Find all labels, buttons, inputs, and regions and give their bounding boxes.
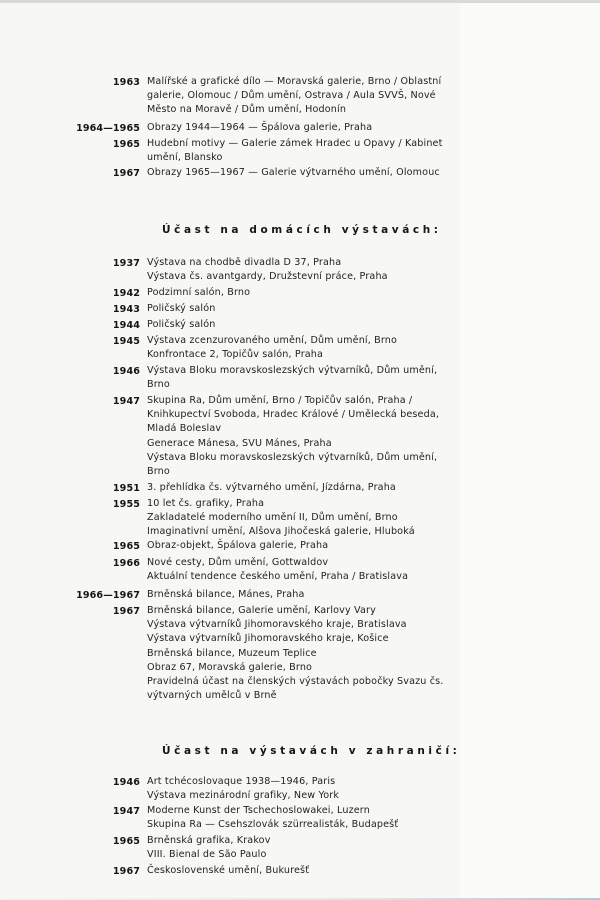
entry-year: 1945 xyxy=(112,336,140,347)
entry-line: Výstava výtvarníků Jihomoravského kraje, Košice xyxy=(147,633,389,645)
entry-line: Obraz-objekt, Špálova galerie, Praha xyxy=(147,540,329,551)
entry-description xyxy=(147,364,467,392)
entry-line: 10 let čs. grafiky, Praha xyxy=(147,498,265,509)
entry-year: 1955 xyxy=(112,499,140,510)
entry-line: Výstava Bloku moravskoslezských výtvarníků, Dům umění, xyxy=(147,365,438,376)
entry-line: Art tchécoslovaque 1938—1946, Paris xyxy=(147,776,336,787)
section-heading: Účast na domácích výstavách: xyxy=(162,224,442,236)
entry-line: Konfrontace 2, Topičův salón, Praha xyxy=(147,349,324,361)
entry-line: Obraz 67, Moravská galerie, Brno xyxy=(147,661,313,673)
entry-line: Mladá Boleslav xyxy=(147,423,222,435)
entry-description xyxy=(147,804,467,832)
entry-line: Generace Mánesa, SVU Mánes, Praha xyxy=(147,437,332,449)
entry-line: galerie, Olomouc / Dům umění, Ostrava / Aula SVVŠ, Nové xyxy=(147,90,436,102)
entry-description xyxy=(147,497,467,540)
entry-description xyxy=(147,137,467,165)
entry-year: 1947 xyxy=(112,396,140,407)
entry-line: Skupina Ra — Csehszlovák szürrealisták, Budapešť xyxy=(147,819,399,831)
entry-line: Skupina Ra, Dům umění, Brno / Topičův salón, Praha / xyxy=(147,395,413,406)
entry-description xyxy=(147,166,467,180)
entry-year: 1966—1967 xyxy=(76,590,140,601)
entry-description xyxy=(147,864,467,878)
entry-line: Knihkupectví Svoboda, Hradec Králové / Umělecká beseda, xyxy=(147,409,440,421)
entry-line: Brněnská bilance, Galerie umění, Karlovy Vary xyxy=(147,605,376,616)
entry-line: Malířské a grafické dílo — Moravská galerie, Brno / Oblastní xyxy=(147,76,442,87)
entry-line: Výstava na chodbě divadla D 37, Praha xyxy=(147,257,342,268)
entry-description xyxy=(147,775,467,803)
entry-line: Výstava čs. avantgardy, Družstevní práce, Praha xyxy=(147,271,388,283)
entry-description xyxy=(147,75,467,118)
entry-line: Nové cesty, Dům umění, Gottwaldov xyxy=(147,557,329,568)
entry-line: výtvarných umělců v Brně xyxy=(147,690,277,702)
entry-line: Poličský salón xyxy=(147,303,216,314)
entry-line: Moderne Kunst der Tschechoslowakei, Luzern xyxy=(147,805,370,816)
entry-line: Brněnská bilance, Mánes, Praha xyxy=(147,589,305,600)
entry-line: Výstava Bloku moravskoslezských výtvarníků, Dům umění, xyxy=(147,451,438,463)
entry-description xyxy=(147,394,467,479)
entry-line: VIII. Bienal de São Paulo xyxy=(147,849,267,861)
entry-description xyxy=(147,302,467,316)
entry-year: 1947 xyxy=(112,806,140,817)
entry-description xyxy=(147,556,467,584)
entry-line: Brněnská bilance, Muzeum Teplice xyxy=(147,647,317,659)
entry-description xyxy=(147,334,467,362)
entry-description xyxy=(147,481,467,495)
entry-line: Imaginativní umění, Alšova Jihočeská galerie, Hluboká xyxy=(147,526,415,538)
entry-year: 1942 xyxy=(112,288,140,299)
entry-line: Zakladatelé moderního umění II, Dům umění, Brno xyxy=(147,512,398,524)
entry-year: 1937 xyxy=(112,258,140,269)
entry-line: Poličský salón xyxy=(147,319,216,330)
entry-year: 1946 xyxy=(112,777,140,788)
entry-description xyxy=(147,604,467,703)
entry-description xyxy=(147,588,467,602)
entry-year: 1946 xyxy=(112,366,140,377)
entry-line: Obrazy 1944—1964 — Špálova galerie, Praha xyxy=(147,122,373,133)
entry-description xyxy=(147,834,467,862)
entry-description xyxy=(147,318,467,332)
entry-line: Město na Moravě / Dům umění, Hodonín xyxy=(147,104,347,116)
entry-line: 3. přehlídka čs. výtvarného umění, Jízdárna, Praha xyxy=(147,482,396,493)
entry-year: 1951 xyxy=(112,483,140,494)
entry-line: Obrazy 1965—1967 — Galerie výtvarného umění, Olomouc xyxy=(147,167,440,178)
entry-line: Pravidelná účast na členských výstavách pobočky Svazu čs. xyxy=(147,676,444,688)
entry-line: Podzimní salón, Brno xyxy=(147,287,251,298)
entry-year: 1944 xyxy=(112,320,140,331)
entry-line: Výstava výtvarníků Jihomoravského kraje, Bratislava xyxy=(147,619,407,631)
entry-line: umění, Blansko xyxy=(147,152,223,164)
entry-year: 1964—1965 xyxy=(76,123,140,134)
entry-description xyxy=(147,286,467,300)
entry-line: Brno xyxy=(147,379,170,391)
entry-line: Výstava zcenzurovaného umění, Dům umění, Brno xyxy=(147,335,398,346)
section-heading: Účast na výstavách v zahraničí: xyxy=(162,745,461,757)
entry-description xyxy=(147,121,467,135)
entry-line: Hudební motivy — Galerie zámek Hradec u Opavy / Kabinet xyxy=(147,138,443,149)
entry-line: Aktuální tendence českého umění, Praha / Bratislava xyxy=(147,571,409,583)
entry-line: Brněnská grafika, Krakov xyxy=(147,835,271,846)
entry-year: 1965 xyxy=(112,836,140,847)
entry-line: Výstava mezinárodní grafiky, New York xyxy=(147,790,340,802)
entry-description xyxy=(147,539,467,553)
entry-year: 1966 xyxy=(112,558,140,569)
entry-year: 1967 xyxy=(112,168,140,179)
entry-line: Československé umění, Bukurešť xyxy=(147,865,310,876)
entry-year: 1967 xyxy=(112,866,140,877)
entry-year: 1965 xyxy=(112,139,140,150)
entry-year: 1963 xyxy=(112,77,140,88)
entry-year: 1965 xyxy=(112,541,140,552)
entry-year: 1967 xyxy=(112,606,140,617)
entry-line: Brno xyxy=(147,466,170,478)
entry-description xyxy=(147,256,467,284)
entry-year: 1943 xyxy=(112,304,140,315)
